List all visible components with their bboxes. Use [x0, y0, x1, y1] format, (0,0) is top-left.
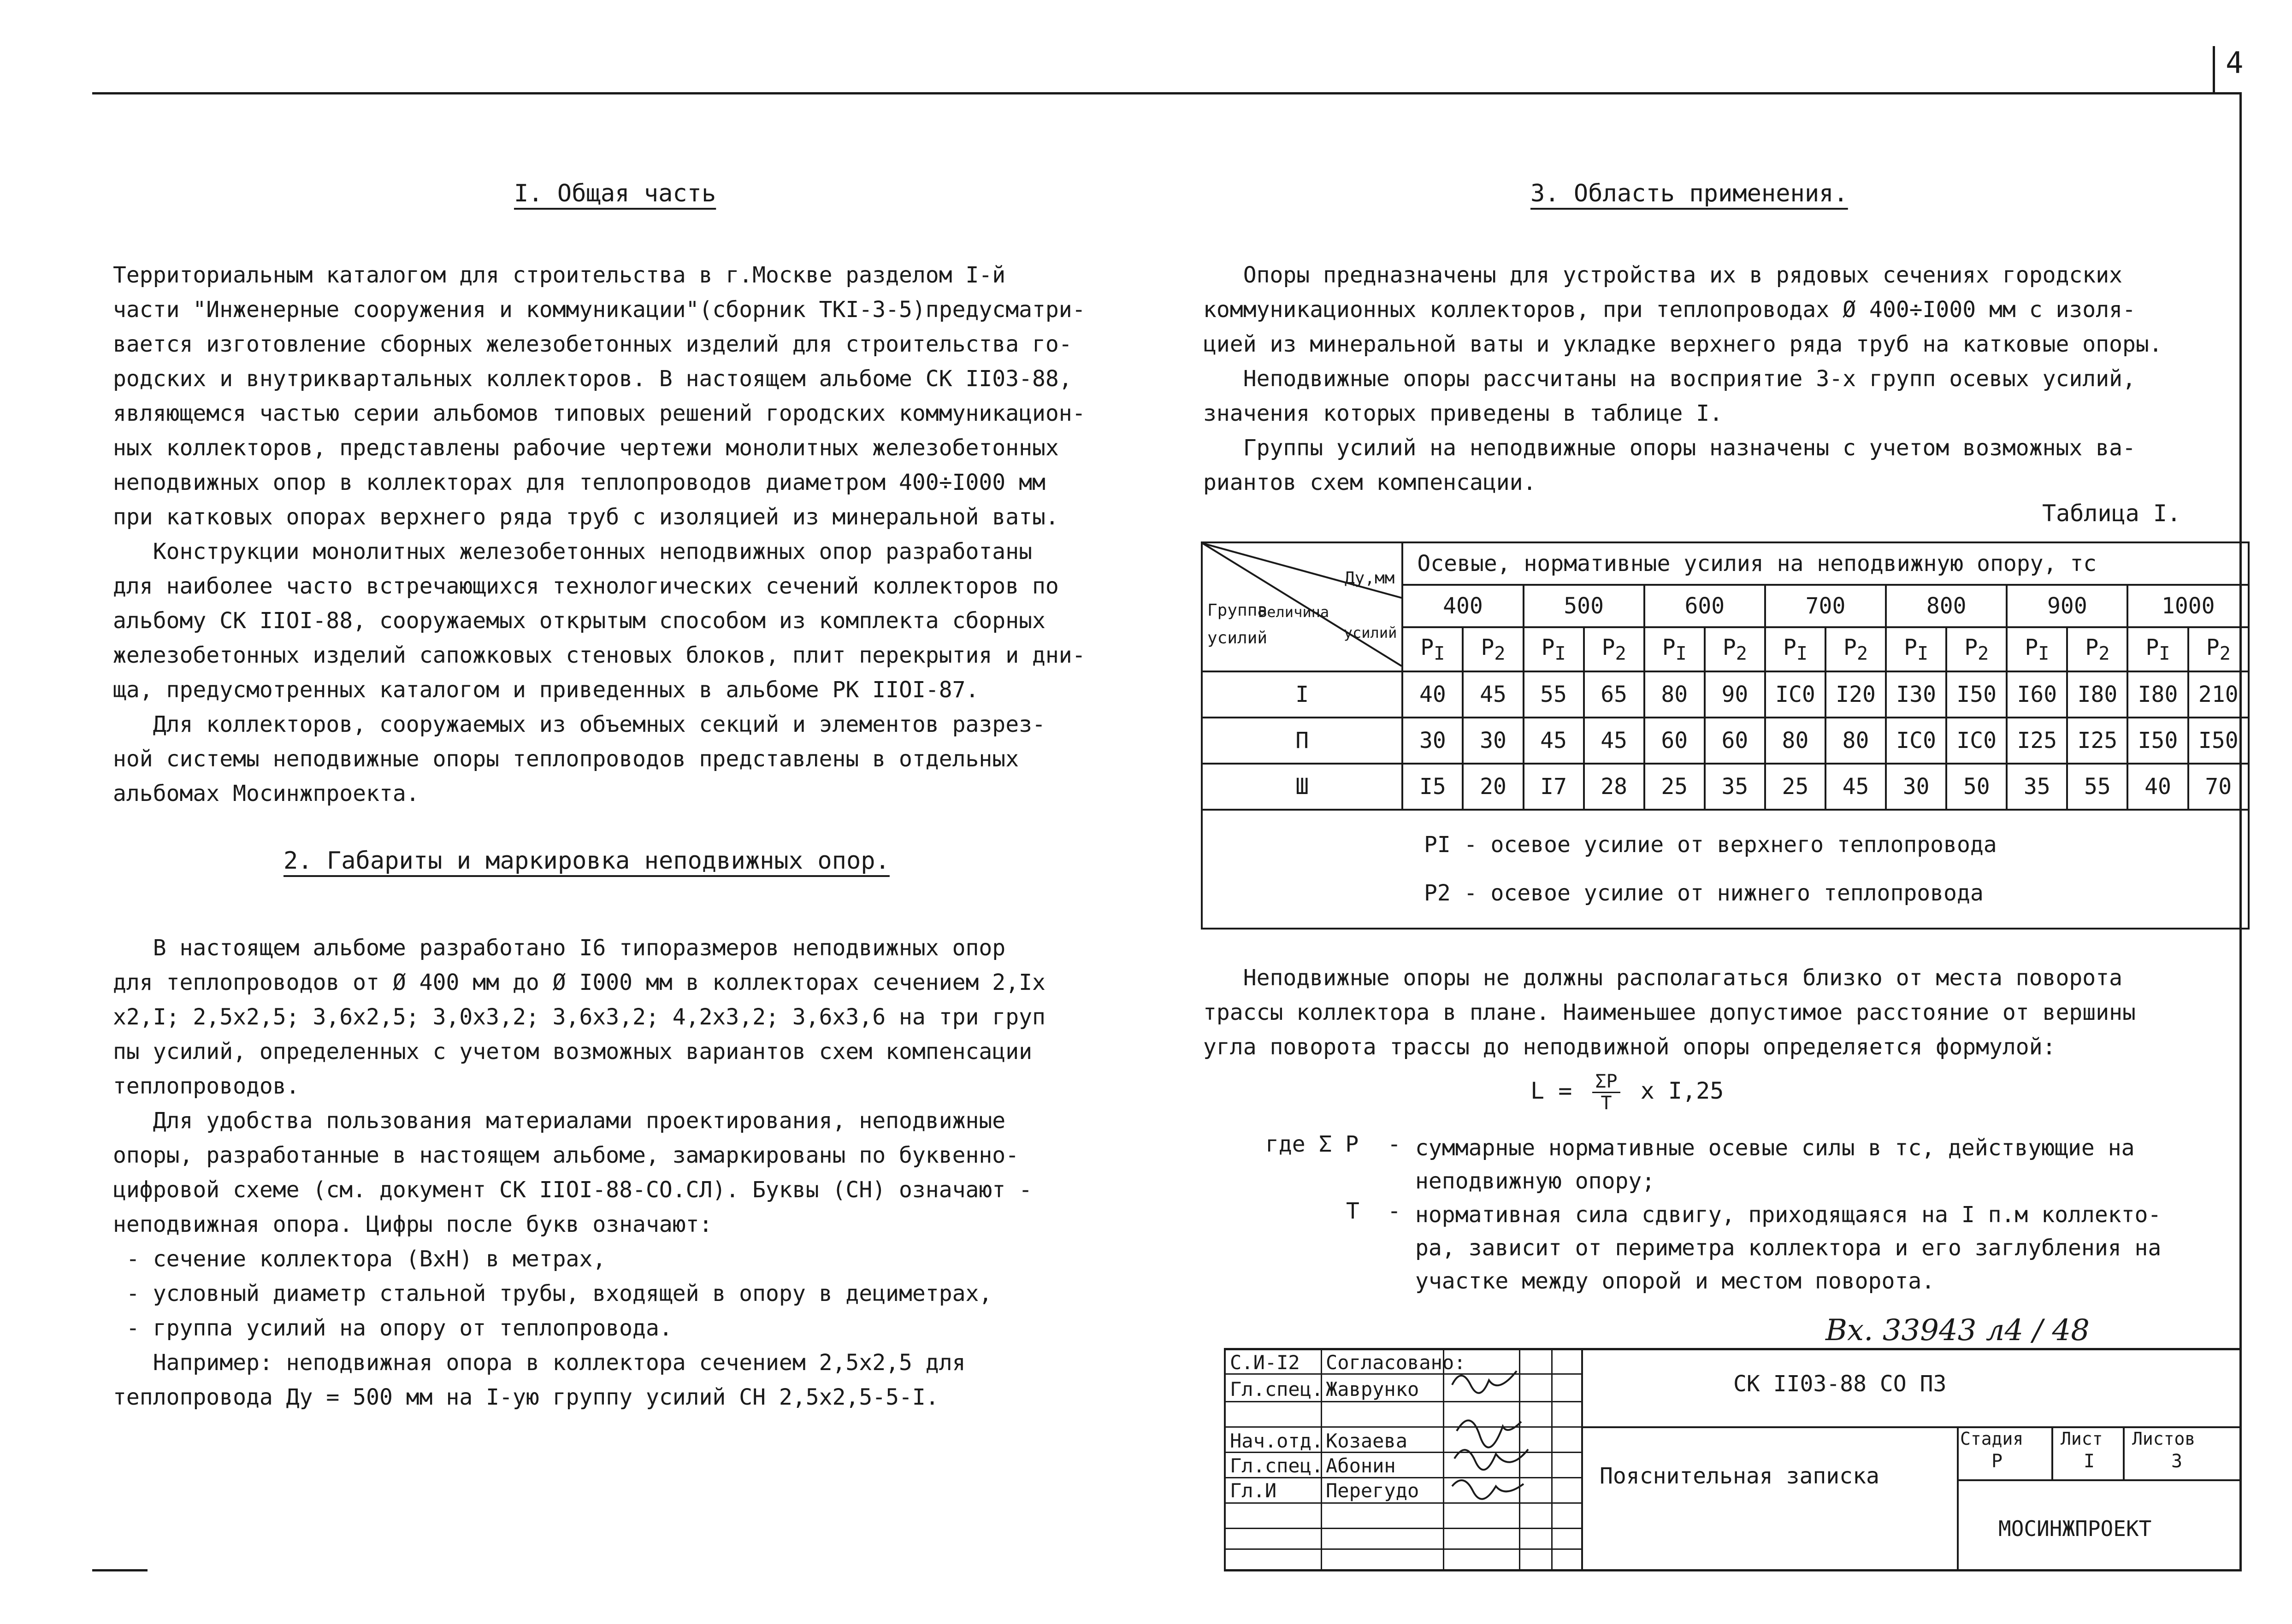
title-block-top	[1224, 1348, 2240, 1350]
p1-header: $P_I$	[2127, 627, 2188, 671]
value-cell: IC0	[1765, 671, 1825, 718]
diameter-900: 900	[2007, 585, 2127, 627]
table-notes-row	[1202, 810, 2249, 929]
diameter-1000: 1000	[2127, 585, 2249, 627]
group-label: Ш	[1202, 764, 1402, 810]
value-cell: 45	[1825, 764, 1886, 810]
section2-title: 2. Габариты и маркировка неподвижных опор.	[284, 847, 890, 875]
value-cell: 35	[1705, 764, 1765, 810]
value-cell: 45	[1463, 671, 1523, 718]
diameter-700: 700	[1765, 585, 1886, 627]
def-t-symbol: T	[1346, 1198, 1359, 1224]
corner-group-label-2: усилий	[1207, 629, 1268, 647]
formula-rhs: x I,25	[1640, 1077, 1724, 1104]
title-block-divider	[1581, 1348, 1583, 1569]
title-block-sheet-divider	[2051, 1426, 2053, 1479]
section3-title: 3. Область применения.	[1530, 180, 1848, 207]
value-cell: I25	[2007, 718, 2067, 764]
sig-name-2: Жаврунко	[1326, 1378, 1419, 1400]
signature-2	[1457, 1420, 1521, 1447]
forces-table	[1201, 541, 2250, 930]
value-cell: I50	[2127, 718, 2188, 764]
section1-paragraph: Территориальным каталогом для строительства в г.Москве разделом I-й части "Инженерные сооружения и коммуникации"(сборник ТКI-3-5)предусматри- вается изготовление сборных железобетонных изделий для строительства го- родских и внутриквартальных коллекторов. В настоящем альбоме СК II03-88, являющемся частью серии альбомов типовых решений городских коммуникацион- ных коллекторов, представлены рабочие чертежи монолитных железобетонных неподвижных опор в коллекторах для теплопроводов диаметром 400÷I000 мм при катковых опорах верхнего ряда труб с изоляцией из минеральной ваты. Конструкции монолитных железобетонных неподвижных опор разработаны для наиболее часто встречающихся технологических сечений коллекторов по альбому СК IIOI-88, сооружаемых открытым способом из комплекта сборных железобетонных изделий сапожковых стеновых блоков, плит перекрытия и дни- ща, предусмотренных каталогом и приведенных в альбоме РК IIOI-87. Для коллекторов, сооружаемых из объемных секций и элементов разрез- ной системы неподвижные опоры теплопроводов представлены в отдельных альбомах Мосинжпроекта.	[113, 262, 1086, 806]
sig-role-3: Нач.отд.	[1230, 1430, 1323, 1452]
value-cell: 30	[1463, 718, 1523, 764]
doc-title: Пояснительная записка	[1600, 1463, 1879, 1489]
sig-name-3: Козаева	[1326, 1430, 1408, 1452]
value-cell: 45	[1584, 718, 1644, 764]
def-sum-symbol: где Σ P	[1265, 1131, 1359, 1157]
corner-magnitude-label: Величина	[1258, 603, 1329, 621]
p1-header: $P_I$	[2007, 627, 2067, 671]
value-cell: 30	[1886, 764, 1946, 810]
value-cell: 60	[1705, 718, 1765, 764]
value-cell: 60	[1644, 718, 1705, 764]
title-block-bottom	[1224, 1569, 2240, 1571]
title-block-row-line	[1581, 1426, 2240, 1428]
formula	[1530, 1071, 1724, 1113]
table-row	[1202, 764, 2249, 810]
title-block-stage-line	[1957, 1479, 2240, 1481]
def-t-dash: -	[1388, 1198, 1401, 1224]
title-block-stage-divider	[1957, 1426, 1959, 1569]
p2-header: $P_2$	[1584, 627, 1644, 671]
sheets-value: 3	[2171, 1451, 2183, 1472]
value-cell: I25	[2067, 718, 2127, 764]
value-cell: I60	[2007, 671, 2067, 718]
value-cell: 65	[1584, 671, 1644, 718]
p2-header: $P_2$	[1825, 627, 1886, 671]
organization: МОСИНЖПРОЕКТ	[1998, 1516, 2152, 1541]
sig-name-4: Абонин	[1326, 1454, 1396, 1477]
value-cell: I5	[1402, 764, 1463, 810]
doc-code: СК II03-88 СО ПЗ	[1733, 1371, 1947, 1397]
value-cell: I30	[1886, 671, 1946, 718]
table-caption: Таблица I.	[2042, 500, 2181, 527]
sig-name-5: Перегудо	[1326, 1479, 1419, 1502]
p2-header: $P_2$	[1946, 627, 2007, 671]
section1-title: I. Общая часть	[514, 180, 716, 207]
formula-fraction	[1592, 1071, 1620, 1113]
stage-value: Р	[1991, 1451, 2003, 1472]
value-cell: 25	[1765, 764, 1825, 810]
section3-paragraph: Опоры предназначены для устройства их в рядовых сечениях городских коммуникационных коллекторов, при теплопроводах Ø 400÷I000 мм с изоля- цией из минеральной ваты и укладке верхнего ряда труб на катковые опоры. Неподвижные опоры рассчитаны на восприятие 3-х групп осевых усилий, значения которых приведены в таблице I. Группы усилий на неподвижные опоры назначены с учетом возможных ва- риантов схем компенсации.	[1203, 262, 2162, 495]
signature-3	[1454, 1449, 1528, 1470]
value-cell: 35	[2007, 764, 2067, 810]
value-cell: I80	[2127, 671, 2188, 718]
value-cell: 20	[1463, 764, 1523, 810]
p1-header: $P_I$	[1402, 627, 1463, 671]
sig-role-4: Гл.спец.	[1230, 1454, 1323, 1477]
sheets-label: Листов	[2132, 1429, 2196, 1449]
sig-role-2: Гл.спец.	[1230, 1378, 1323, 1400]
sig-row-7	[1224, 1528, 1581, 1529]
diameter-600: 600	[1644, 585, 1765, 627]
p2-header: $P_2$	[2188, 627, 2249, 671]
value-cell: I50	[2188, 718, 2249, 764]
value-cell: 55	[1524, 671, 1584, 718]
value-cell: 80	[1825, 718, 1886, 764]
group-label: П	[1202, 718, 1402, 764]
value-cell: I7	[1524, 764, 1584, 810]
p1-header: $P_I$	[1644, 627, 1705, 671]
top-border-line	[92, 92, 2240, 94]
sig-role-5: Гл.И	[1230, 1479, 1277, 1502]
value-cell: 40	[2127, 764, 2188, 810]
value-cell: 70	[2188, 764, 2249, 810]
signature-4	[1452, 1480, 1524, 1499]
corner-usil-label: усилий	[1343, 624, 1397, 641]
formula-numerator: ΣP	[1592, 1071, 1620, 1093]
corner-group-label: Группа	[1207, 601, 1268, 620]
value-cell: IC0	[1886, 718, 1946, 764]
value-cell: 50	[1946, 764, 2007, 810]
value-cell: 90	[1705, 671, 1765, 718]
value-cell: I50	[1946, 671, 2007, 718]
note-p1: PI - осевое усилие от верхнего теплопровода	[1424, 832, 1997, 858]
note-p2: P2 - осевое усилие от нижнего теплопровода	[1424, 880, 1984, 906]
sig-role-1: С.И-I2	[1230, 1351, 1300, 1374]
sig-col-2	[1443, 1348, 1444, 1569]
page-number: 4	[2226, 46, 2244, 80]
title-block-left	[1224, 1348, 1226, 1569]
sheet-value: I	[2084, 1451, 2095, 1472]
corner-dn-label: Ду,мм	[1344, 569, 1395, 588]
p1-header: $P_I$	[1886, 627, 1946, 671]
value-cell: 80	[1765, 718, 1825, 764]
group-label: I	[1202, 671, 1402, 718]
value-cell: IC0	[1946, 718, 2007, 764]
value-cell: I20	[1825, 671, 1886, 718]
p2-header: $P_2$	[2067, 627, 2127, 671]
def-t-text: нормативная сила сдвигу, приходящаяся на I п.м коллекто- ра, зависит от периметра коллектора и его заглубления на участке между опорой и местом поворота.	[1415, 1202, 2162, 1294]
sig-name-1: Согласовано:	[1326, 1351, 1466, 1374]
value-cell: 28	[1584, 764, 1644, 810]
p1-header: $P_I$	[1524, 627, 1584, 671]
value-cell: 40	[1402, 671, 1463, 718]
def-sum-text: суммарные нормативные осевые силы в тс, действующие на неподвижную опору;	[1415, 1135, 2135, 1194]
signature-1	[1452, 1371, 1517, 1393]
diameter-800: 800	[1886, 585, 2007, 627]
title-block-sheets-divider	[2123, 1426, 2125, 1479]
bottom-left-line	[92, 1569, 148, 1571]
formula-denominator: T	[1601, 1093, 1612, 1114]
p2-header: $P_2$	[1463, 627, 1523, 671]
value-cell: 25	[1644, 764, 1705, 810]
diameter-500: 500	[1524, 585, 1644, 627]
table-header-main: Осевые, нормативные усилия на неподвижную опору, тс	[1402, 542, 2249, 585]
signature-scribbles	[1447, 1353, 1558, 1505]
value-cell: I80	[2067, 671, 2127, 718]
table-corner-cell	[1202, 542, 1402, 671]
p1-header: $P_I$	[1765, 627, 1825, 671]
table-row	[1202, 671, 2249, 718]
value-cell: 45	[1524, 718, 1584, 764]
value-cell: 55	[2067, 764, 2127, 810]
handwritten-registration: Вх. 33943 л4 / 48	[1825, 1313, 2090, 1347]
table-row	[1202, 718, 2249, 764]
stage-label: Стадия	[1960, 1429, 2024, 1449]
formula-lhs: L =	[1530, 1077, 1572, 1104]
sig-row-8	[1224, 1548, 1581, 1550]
value-cell: 80	[1644, 671, 1705, 718]
section2-paragraph: В настоящем альбоме разработано I6 типоразмеров неподвижных опор для теплопроводов от Ø 400 мм до Ø I000 мм в коллекторах сечением 2,Iх х2,I; 2,5х2,5; 3,6х2,5; 3,0х3,2; 3,6х3,2; 4,2х3,2; 3,6х3,6 на три груп пы усилий, определенных с учетом возможных вариантов схем компенсации теплопроводов. Для удобства пользования материалами проектирования, неподвижные опоры, разработанные в настоящем альбоме, замаркированы по буквенно- цифровой схеме (см. документ СК IIOI-88-СО.СЛ). Буквы (СН) означают - неподвижная опора. Цифры после букв означают: - сечение коллектора (ВхН) в метрах, - условный диаметр стальной трубы, входящей в опору в дециметрах, - группа усилий на опору от теплопровода. Например: неподвижная опора в коллектора сечением 2,5х2,5 для теплопровода Ду = 500 мм на I-ую группу усилий СН 2,5х2,5-5-I.	[113, 935, 1046, 1410]
diameter-400: 400	[1402, 585, 1523, 627]
p2-header: $P_2$	[1705, 627, 1765, 671]
page-number-tick	[2213, 46, 2215, 92]
value-cell: 30	[1402, 718, 1463, 764]
distance-paragraph: Неподвижные опоры не должны располагаться близко от места поворота трассы коллектора в плане. Наименьшее допустимое расстояние от вершины угла поворота трассы до неподвижной опоры определяется формулой:	[1203, 965, 2136, 1060]
table-notes	[1202, 810, 2249, 929]
sheet-label: Лист	[2061, 1429, 2103, 1449]
value-cell: 210	[2188, 671, 2249, 718]
def-sum-dash: -	[1388, 1131, 1401, 1157]
